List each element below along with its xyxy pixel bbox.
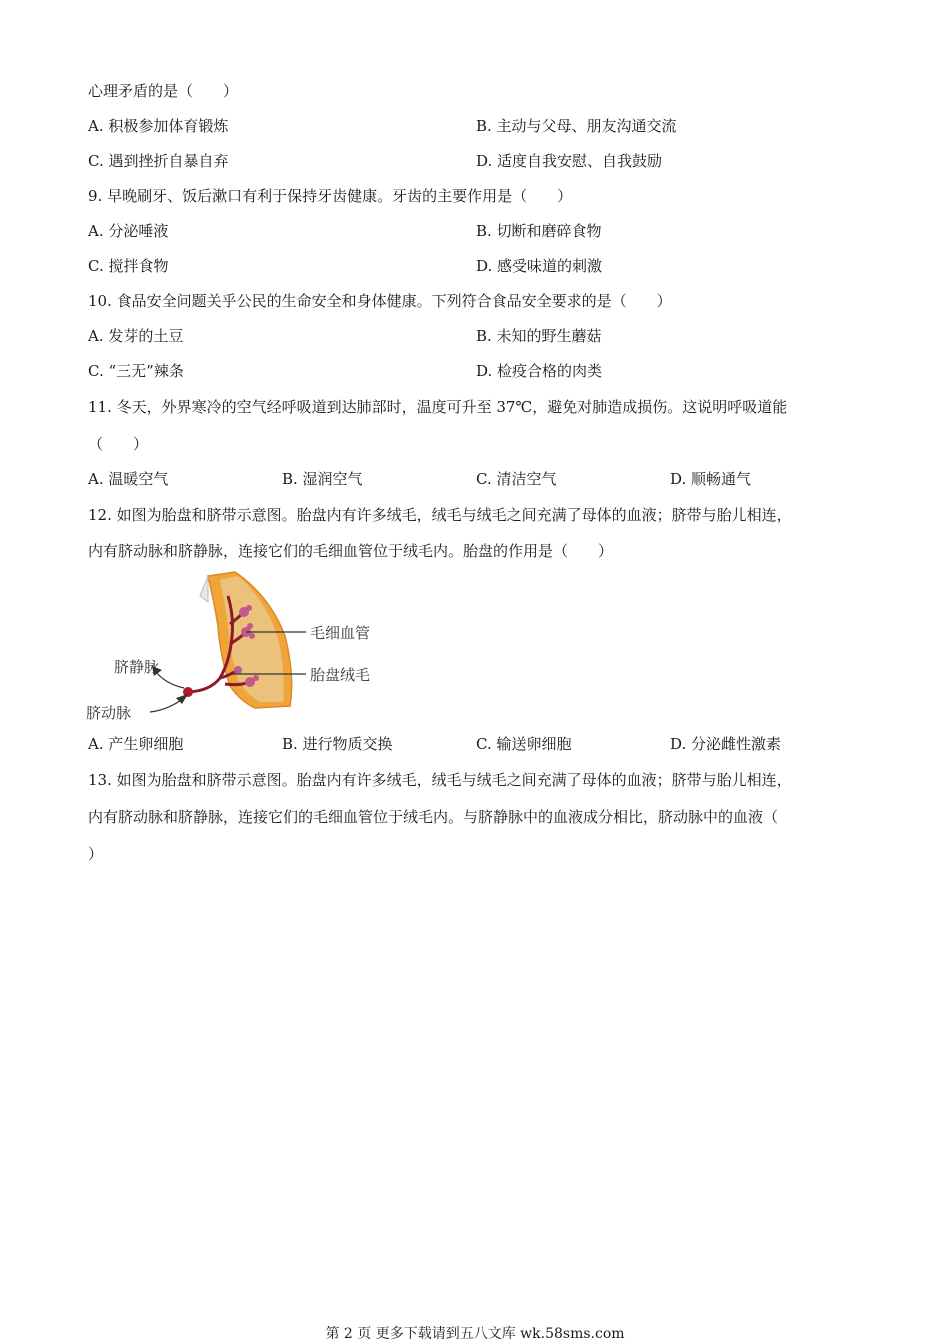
q8-option-c: C. 遇到挫折自暴自弃: [88, 152, 229, 170]
q11-stem-line2: （ ）: [88, 435, 149, 453]
vein-arrow-icon: [156, 672, 184, 688]
label-umbilical-artery: 脐动脉: [86, 704, 132, 722]
q9-option-d: D. 感受味道的刺激: [476, 257, 603, 275]
q9-option-a: A. 分泌唾液: [88, 222, 169, 240]
q9-option-c: C. 搅拌食物: [88, 257, 169, 275]
label-villus: 胎盘绒毛: [310, 666, 371, 684]
q11-option-b: B. 湿润空气: [282, 470, 363, 488]
q12-option-d: D. 分泌雌性激素: [670, 735, 782, 753]
q10-stem: 10. 食品安全问题关乎公民的生命安全和身体健康。下列符合食品安全要求的是（ ）: [88, 292, 672, 310]
q9-option-b: B. 切断和磨碎食物: [476, 222, 602, 240]
q11-stem-line1: 11. 冬天，外界寒冷的空气经呼吸道到达肺部时，温度可升至 37℃，避免对肺造成损伤。这说明呼吸道能: [88, 398, 788, 416]
q12-stem-line2: 内有脐动脉和脐静脉，连接它们的毛细血管位于绒毛内。胎盘的作用是（ ）: [88, 542, 614, 560]
q10-option-a: A. 发芽的土豆: [88, 327, 184, 345]
q11-option-c: C. 清洁空气: [476, 470, 557, 488]
q12-option-a: A. 产生卵细胞: [88, 735, 184, 753]
page-footer: 第 2 页 更多下载请到五八文库 wk.58sms.com: [325, 1326, 625, 1342]
q10-option-b: B. 未知的野生蘑菇: [476, 327, 602, 345]
q12-option-b: B. 进行物质交换: [282, 735, 393, 753]
q12-option-c: C. 输送卵细胞: [476, 735, 572, 753]
q10-option-d: D. 检疫合格的肉类: [476, 362, 603, 380]
q13-stem-line1: 13. 如图为胎盘和脐带示意图。胎盘内有许多绒毛，绒毛与绒毛之间充满了母体的血液；脐带与胎儿相连，: [88, 771, 792, 789]
q13-stem-line3: ）: [88, 845, 104, 863]
q12-stem-line1: 12. 如图为胎盘和脐带示意图。胎盘内有许多绒毛，绒毛与绒毛之间充满了母体的血液；脐带与胎儿相连，: [88, 506, 792, 524]
q8-option-a: A. 积极参加体育锻炼: [88, 117, 229, 135]
q8-option-b: B. 主动与父母、朋友沟通交流: [476, 117, 677, 135]
q8-option-d: D. 适度自我安慰、自我鼓励: [476, 152, 663, 170]
q13-stem-line2: 内有脐动脉和脐静脉，连接它们的毛细血管位于绒毛内。与脐静脉中的血液成分相比，脐动脉中的血液（: [88, 808, 779, 826]
q8-stem: 心理矛盾的是（ ）: [88, 82, 239, 100]
membrane-shape: [200, 576, 208, 602]
placenta-umbilical-diagram: [80, 566, 400, 726]
q11-option-d: D. 顺畅通气: [670, 470, 752, 488]
q10-option-c: C. “三无”辣条: [88, 362, 184, 380]
q9-stem: 9. 早晚刷牙、饭后漱口有利于保持牙齿健康。牙齿的主要作用是（ ）: [88, 187, 573, 205]
label-umbilical-vein: 脐静脉: [114, 658, 160, 676]
label-capillary: 毛细血管: [310, 624, 371, 642]
q11-option-a: A. 温暖空气: [88, 470, 169, 488]
